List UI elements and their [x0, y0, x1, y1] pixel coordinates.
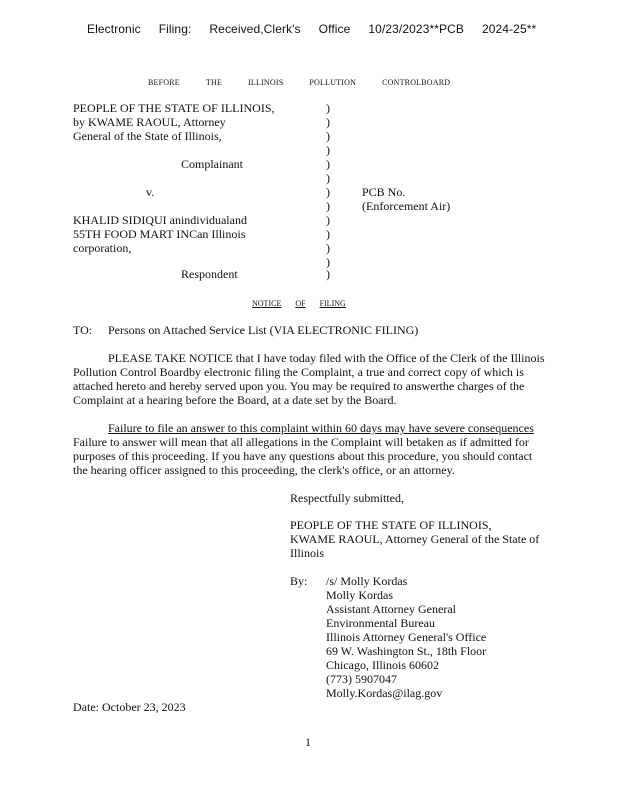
complainant-line: by KWAME RAOUL, Attorney	[73, 115, 226, 129]
paragraph1-line: Complaint at a hearing before the Board, at a date set by the Board.	[73, 393, 397, 407]
respondent-line: corporation,	[73, 241, 132, 255]
caption-paren: )	[326, 267, 330, 281]
respondent-line: 55TH FOOD MART INCan Illinois	[73, 227, 246, 241]
paragraph2-line: the hearing officer assigned to this proceeding, the clerk's office, or an attorney.	[73, 463, 455, 477]
document-date: Date: October 23, 2023	[73, 700, 186, 714]
respondent-label: Respondent	[181, 267, 238, 281]
caption-paren: )	[326, 129, 330, 143]
caption-paren: )	[326, 227, 330, 241]
to-label: TO:	[73, 323, 93, 337]
paragraph2-line: purposes of this proceeding. If you have any questions about this procedure, you should contact	[73, 449, 533, 463]
caption-paren: )	[326, 157, 330, 171]
complainant-label: Complainant	[181, 157, 243, 171]
board-word: CONTROLBOARD	[382, 78, 451, 87]
stamp-part: Office	[318, 22, 351, 36]
caption-paren: )	[326, 213, 330, 227]
page-number: 1	[305, 735, 311, 749]
board-word: POLLUTION	[309, 78, 357, 87]
stamp-part: Electronic	[87, 22, 141, 36]
caption-paren: )	[326, 255, 330, 269]
signature-block-line: /s/ Molly Kordas	[326, 574, 408, 588]
signature-block-line: Molly Kordas	[326, 588, 393, 602]
paragraph1-line: attached hereto and hereby served upon you. You may be required to answerthe charges of the	[73, 379, 525, 393]
notice-word: FILING	[319, 299, 346, 308]
signature-party-line: PEOPLE OF THE STATE OF ILLINOIS,	[290, 518, 492, 532]
caption-paren: )	[326, 171, 330, 185]
caption-paren: )	[326, 101, 330, 115]
signature-block-line: Environmental Bureau	[326, 616, 435, 630]
notice-word: OF	[295, 299, 306, 308]
to-recipients: Persons on Attached Service List (VIA ELECTRONIC FILING)	[108, 323, 419, 337]
versus-label: v.	[146, 185, 155, 199]
paragraph1-line: Pollution Control Boardby electronic filing the Complaint, a true and correct copy of which is	[73, 365, 524, 379]
warning-underlined: Failure to file an answer to this complaint within 60 days may have severe consequences	[108, 421, 534, 435]
paragraph2-line: Failure to answer will mean that all allegations in the Complaint will betaken as if admitted for	[73, 435, 529, 449]
pcb-number-label: PCB No.	[362, 185, 406, 199]
complainant-line: General of the State of Illinois,	[73, 129, 222, 143]
stamp-part: 10/23/2023**PCB	[368, 22, 464, 36]
board-word: ILLINOIS	[248, 78, 284, 87]
stamp-part: Filing:	[158, 22, 192, 36]
board-word: THE	[205, 78, 223, 87]
caption-paren: )	[326, 185, 330, 199]
email-link[interactable]: Molly.Kordas@ilag.gov	[326, 686, 443, 700]
board-heading	[148, 76, 476, 90]
signature-block-line: (773) 5907047	[326, 672, 397, 686]
notice-of-filing-title	[252, 297, 360, 311]
signature-party-line: KWAME RAOUL, Attorney General of the State of	[290, 532, 540, 546]
by-label: By:	[290, 574, 308, 588]
electronic-filing-stamp	[87, 22, 554, 36]
respondent-line: KHALID SIDIQUI anindividualand	[73, 213, 247, 227]
caption-paren: )	[326, 199, 330, 213]
stamp-part: Received,Clerk's	[209, 22, 301, 36]
signature-block-line: Illinois Attorney General's Office	[326, 630, 487, 644]
notice-word: NOTICE	[252, 299, 282, 308]
signature-block-line: Chicago, Illinois 60602	[326, 658, 439, 672]
caption-paren: )	[326, 115, 330, 129]
enforcement-label: (Enforcement Air)	[362, 199, 451, 213]
paragraph1-line: PLEASE TAKE NOTICE that I have today filed with the Office of the Clerk of the Illinois	[108, 351, 545, 365]
signature-party-line: Illinois	[290, 546, 325, 560]
closing-line: Respectfully submitted,	[290, 491, 404, 505]
signature-block-line: 69 W. Washington St., 18th Floor	[326, 644, 487, 658]
board-word: BEFORE	[148, 78, 180, 87]
caption-paren: )	[326, 143, 330, 157]
signature-block-line: Assistant Attorney General	[326, 602, 456, 616]
stamp-part: 2024-25**	[481, 22, 537, 36]
complainant-line: PEOPLE OF THE STATE OF ILLINOIS,	[73, 101, 275, 115]
caption-paren: )	[326, 241, 330, 255]
